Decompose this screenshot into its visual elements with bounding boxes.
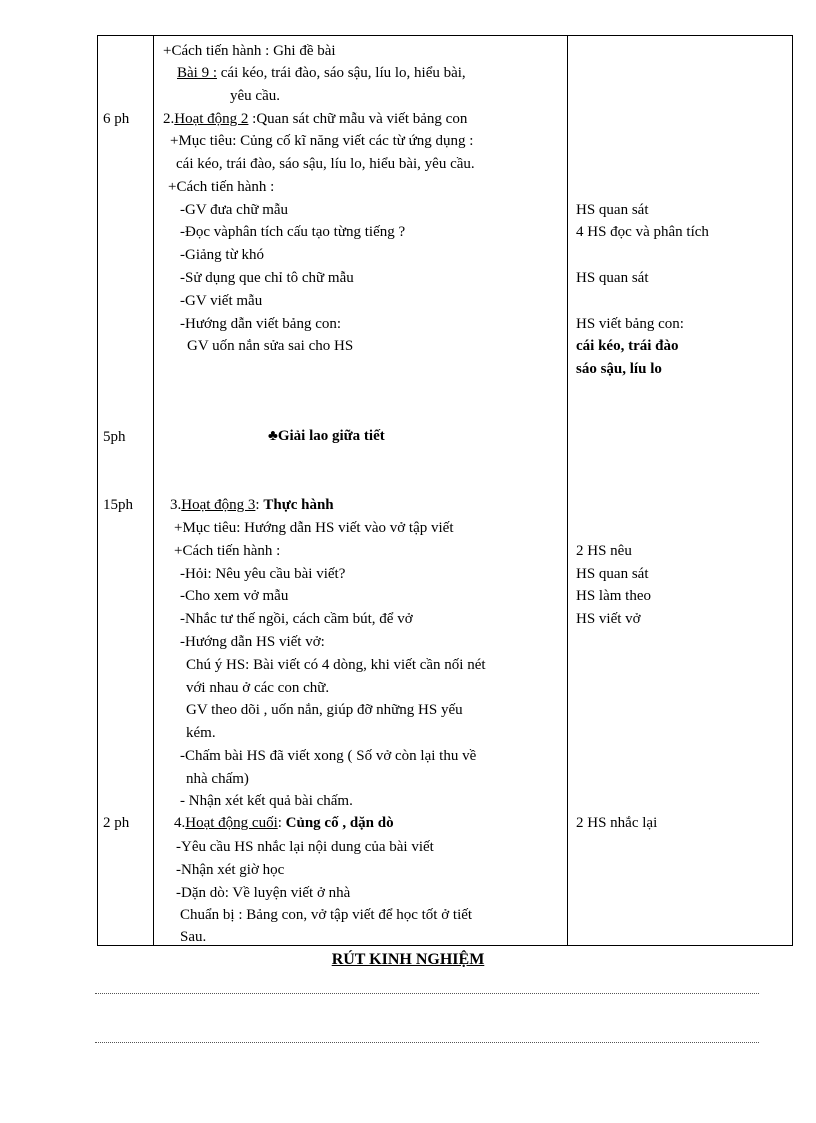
line-27: nhà chấm): [186, 771, 249, 787]
line-14: GV uốn nắn sửa sai cho HS: [187, 338, 354, 354]
line-15-sep: :: [255, 497, 264, 513]
line-07: +Cách tiến hành :: [168, 179, 275, 195]
line-28: - Nhận xét kết quả bài chấm.: [180, 793, 353, 809]
line-34: Sau.: [180, 929, 207, 945]
line-26: -Chấm bài HS đã viết xong ( Số vở còn lại thu về: [180, 748, 477, 764]
dotted-line-2: [95, 1042, 759, 1043]
dotted-line-1: [95, 993, 759, 994]
student-line-7: 2 HS nêu: [576, 543, 632, 559]
line-09: -Đọc vàphân tích cấu tạo từng tiếng ?: [180, 224, 406, 240]
experience-heading: RÚT KINH NGHIỆM: [331, 951, 485, 968]
line-24: GV theo dõi , uốn nắn, giúp đỡ những HS yếu: [186, 702, 463, 718]
line-13: -Hướng dẫn viết bảng con:: [180, 316, 342, 332]
lesson-number: Bài 9 :: [177, 65, 217, 81]
line-20: -Nhắc tư thế ngồi, cách cầm bút, để vở: [180, 611, 413, 627]
line-05: +Mục tiêu: Củng cố kĩ năng viết các từ ứng dụng :: [170, 133, 474, 149]
line-11: -Sử dụng que chỉ tô chữ mẫu: [180, 270, 354, 286]
line-04-num: 2.: [163, 111, 175, 127]
line-18: -Hỏi: Nêu yêu cầu bài viết?: [180, 566, 346, 582]
student-line-9: HS làm theo: [576, 588, 651, 604]
activity-3-title: Hoạt động 3: [181, 497, 256, 513]
student-line-10: HS viết vở: [576, 611, 641, 627]
activity-3-name: Thực hành: [263, 497, 334, 513]
line-01: +Cách tiến hành : Ghi đề bài: [163, 43, 336, 59]
time-15ph: 15ph: [103, 497, 133, 513]
line-04-text: :Quan sát chữ mẫu và viết bảng con: [248, 111, 468, 127]
student-line-3: HS quan sát: [576, 270, 649, 286]
student-line-1: HS quan sát: [576, 202, 649, 218]
break-heading: ♣Giải lao giữa tiết: [268, 428, 385, 444]
line-29-sep: :: [277, 815, 286, 831]
line-02-text: cái kéo, trái đào, sáo sậu, líu lo, hiểu bài,: [217, 65, 466, 81]
student-line-11: 2 HS nhắc lại: [576, 815, 658, 831]
activity-2-title: Hoạt động 2: [174, 111, 249, 127]
line-16: +Mục tiêu: Hướng dẫn HS viết vào vở tập viết: [174, 520, 454, 536]
line-25: kém.: [186, 725, 216, 741]
activity-final-title: Hoạt động cuối: [185, 815, 278, 831]
line-22: Chú ý HS: Bài viết có 4 dòng, khi viết cần nối nét: [186, 657, 486, 673]
activity-final-name: Củng cố , dặn dò: [285, 815, 394, 831]
time-5ph: 5ph: [103, 429, 126, 445]
time-2ph: 2 ph: [103, 815, 130, 831]
student-line-2: 4 HS đọc và phân tích: [576, 224, 709, 240]
line-32: -Dặn dò: Về luyện viết ở nhà: [176, 885, 351, 901]
line-21: -Hướng dẫn HS viết vở:: [180, 634, 325, 650]
student-line-5: cái kéo, trái đào: [576, 338, 679, 354]
time-6ph: 6 ph: [103, 111, 130, 127]
line-04: [163, 110, 467, 128]
column-divider-time: [153, 36, 154, 945]
line-29-num: 4.: [174, 815, 186, 831]
line-23: với nhau ở các con chữ.: [186, 680, 330, 696]
student-line-6: sáo sậu, líu lo: [576, 361, 662, 377]
line-02: [177, 64, 466, 82]
line-33: Chuẩn bị : Bảng con, vở tập viết để học tốt ở tiết: [180, 907, 473, 923]
line-12: -GV viết mẫu: [180, 293, 263, 309]
student-line-8: HS quan sát: [576, 566, 649, 582]
line-06: cái kéo, trái đào, sáo sậu, líu lo, hiểu bài, yêu cầu.: [176, 156, 475, 172]
line-29: [174, 814, 394, 832]
student-line-4: HS viết bảng con:: [576, 316, 684, 332]
line-30: -Yêu cầu HS nhắc lại nội dung của bài viết: [176, 839, 434, 855]
line-31: -Nhận xét giờ học: [176, 862, 285, 878]
line-08: -GV đưa chữ mẫu: [180, 202, 289, 218]
column-divider-student: [567, 36, 568, 945]
line-19: -Cho xem vở mẫu: [180, 588, 289, 604]
line-15: [170, 496, 334, 514]
line-10: -Giảng từ khó: [180, 247, 264, 263]
line-03: yêu cầu.: [230, 88, 280, 104]
line-17: +Cách tiến hành :: [174, 543, 281, 559]
line-15-num: 3.: [170, 497, 182, 513]
